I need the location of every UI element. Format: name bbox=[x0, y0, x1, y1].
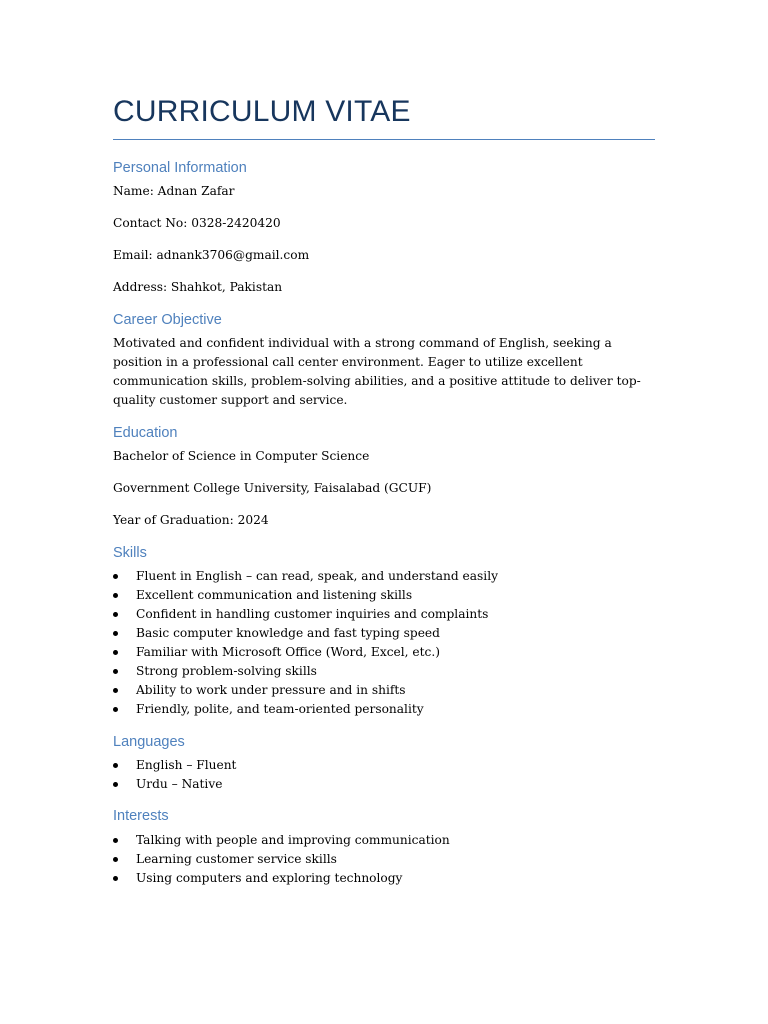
bullet-icon bbox=[113, 876, 118, 881]
section-heading-languages: Languages bbox=[113, 734, 185, 750]
personal-email: Email: adnank3706@gmail.com bbox=[113, 248, 310, 262]
personal-address: Address: Shahkot, Pakistan bbox=[113, 280, 283, 294]
education-institution: Government College University, Faisalabad (GCUF) bbox=[113, 481, 432, 495]
bullet-icon bbox=[113, 782, 118, 787]
education-degree: Bachelor of Science in Computer Science bbox=[113, 449, 370, 463]
title-underline bbox=[113, 139, 655, 140]
personal-contact: Contact No: 0328-2420420 bbox=[113, 216, 281, 230]
bullet-icon bbox=[113, 857, 118, 862]
section-heading-career: Career Objective bbox=[113, 312, 222, 328]
education-graduation: Year of Graduation: 2024 bbox=[113, 513, 269, 527]
section-heading-skills: Skills bbox=[113, 545, 147, 561]
document-title: CURRICULUM VITAE bbox=[113, 95, 411, 128]
personal-name: Name: Adnan Zafar bbox=[113, 184, 235, 198]
bullet-icon bbox=[113, 707, 118, 712]
bullet-icon bbox=[113, 574, 118, 579]
bullet-icon bbox=[113, 593, 118, 598]
section-heading-personal: Personal Information bbox=[113, 160, 247, 176]
section-heading-interests: Interests bbox=[113, 808, 169, 824]
bullet-icon bbox=[113, 763, 118, 768]
section-heading-education: Education bbox=[113, 425, 178, 441]
bullet-icon bbox=[113, 838, 118, 843]
bullet-icon bbox=[113, 650, 118, 655]
bullet-icon bbox=[113, 612, 118, 617]
career-objective-text: Motivated and confident individual with a strong command of English, seeking a position in a professional call center environment. Eager to utilize excellent communication skills, problem-solving abilities, and a positive attitude to deliver top-quality customer support and service. bbox=[113, 336, 641, 407]
bullet-icon bbox=[113, 631, 118, 636]
bullet-icon bbox=[113, 669, 118, 674]
bullet-icon bbox=[113, 688, 118, 693]
